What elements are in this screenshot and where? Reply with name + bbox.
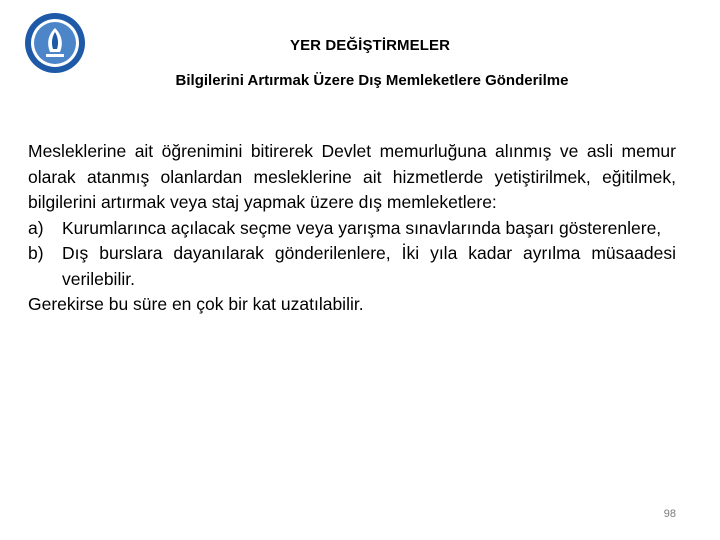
page-title: YER DEĞİŞTİRMELER (289, 37, 451, 54)
list-item (28, 216, 676, 242)
content-body (28, 139, 676, 318)
list-marker: b) (28, 243, 44, 263)
page-subtitle: Bilgilerini Artırmak Üzere Dış Memleketlere Gönderilme (175, 72, 569, 89)
intro-paragraph: Mesleklerine ait öğrenimini bitirerek Devlet memurluğuna alınmış ve asli memur olarak atanmış olanlardan mesleklerine ait hizmetlerde yetiştirilmek, eğitilmek, bilgilerini artırmak veya staj yapmak üzere dış memleketlere: (28, 141, 676, 212)
list-item-text: Dış burslara dayanılarak gönderilenlere, İki yıla kadar ayrılma müsaadesi verilebilir. (62, 243, 676, 289)
list-item (28, 241, 676, 292)
list-marker: a) (28, 217, 44, 238)
page-number: 98 (663, 508, 676, 520)
closing-paragraph: Gerekirse bu süre en çok bir kat uzatılabilir. (28, 294, 364, 314)
list-item-text: Kurumlarınca açılacak seçme veya yarışma sınavlarında başarı gösterenlere, (62, 217, 662, 238)
